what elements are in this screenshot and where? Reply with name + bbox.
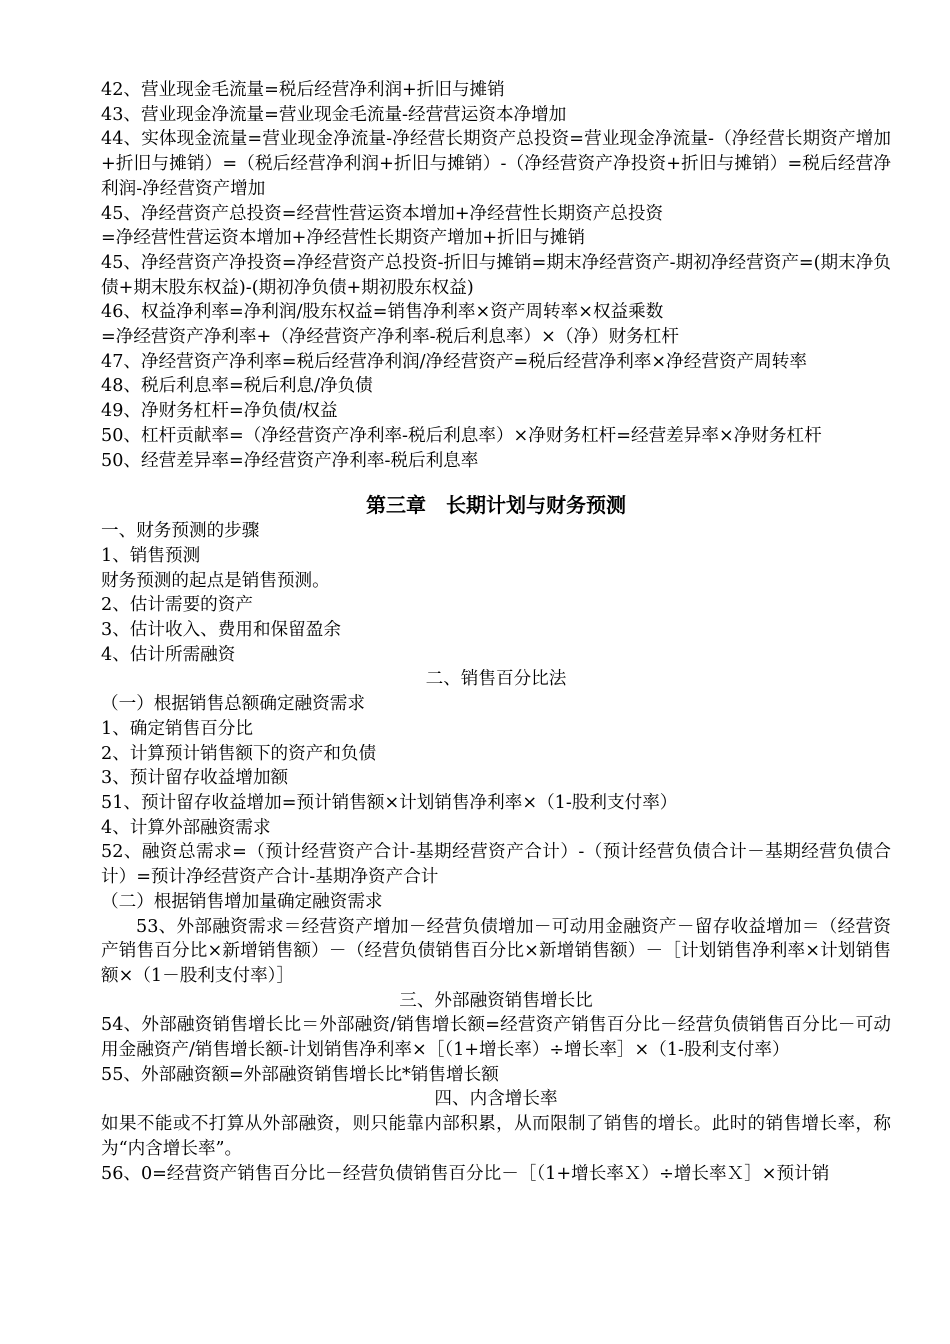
body-text: 财务预测的起点是销售预测。 xyxy=(101,570,330,591)
formula-42: 42、营业现金毛流量=税后经营净利润+折旧与摊销 xyxy=(101,80,505,100)
formula-49: 49、净财务杠杆=净负债/权益 xyxy=(101,401,338,422)
section-heading: 四、内含增长率 xyxy=(434,1089,558,1110)
subsection-heading: （二）根据销售增加量确定融资需求 xyxy=(101,891,383,912)
chapter-title: 第三章 长期计划与财务预测 xyxy=(366,493,626,518)
formula-45b: 45、净经营资产净投资=净经营资产总投资-折旧与摊销=期末净经营资产-期初净经营资产=(期末净负债+期末股东权益)-(期初净负债+期初股东权益) xyxy=(101,252,891,298)
subsection-heading: （一）根据销售总额确定融资需求 xyxy=(101,694,365,715)
step-item: 1、销售预测 xyxy=(101,545,201,566)
formula-48: 48、税后利息率=税后利息/净负债 xyxy=(101,376,373,397)
formula-56: 56、0=经营资产销售百分比－经营负债销售百分比－［（1+增长率Ｘ）÷增长率Ｘ］×预计销 xyxy=(101,1163,830,1184)
formula-47: 47、净经营资产净利率=税后经营净利润/净经营资产=税后经营净利率×净经营资产周转率 xyxy=(101,351,807,372)
formula-52: 52、融资总需求=（预计经营资产合计-基期经营资产合计）-（预计经营负债合计－基期经营负债合计）=预计净经营资产合计-基期净资产合计 xyxy=(101,842,891,888)
step-item: 2、估计需要的资产 xyxy=(101,595,253,616)
formula-46: 46、权益净利率=净利润/股东权益=销售净利率×资产周转率×权益乘数 xyxy=(101,302,664,323)
step-item: 3、预计留存收益增加额 xyxy=(101,768,289,789)
step-item: 1、确定销售百分比 xyxy=(101,718,253,739)
formula-51: 51、预计留存收益增加=预计销售额×计划销售净利率×（1-股利支付率） xyxy=(101,792,678,813)
formula-43: 43、营业现金净流量=营业现金毛流量-经营营运资本净增加 xyxy=(101,104,567,125)
section-heading: 三、外部融资销售增长比 xyxy=(399,990,593,1011)
formula-44: 44、实体现金流量=营业现金净流量-净经营长期资产总投资=营业现金净流量-（净经营长期资产增加+折旧与摊销）=（税后经营净利润+折旧与摊销）-（净经营资产净投资+折旧与摊销）=税后经营净利润-净经营资产增加 xyxy=(101,129,891,199)
formula-50b: 50、经营差异率=净经营资产净利率-税后利息率 xyxy=(101,450,479,471)
formula-50a: 50、杠杆贡献率=（净经营资产净利率-税后利息率）×净财务杠杆=经营差异率×净财务杠杆 xyxy=(101,425,822,446)
formula-45a-cont: =净经营性营运资本增加+净经营性长期资产增加+折旧与摊销 xyxy=(101,228,586,249)
formula-46-cont: =净经营资产净利率+（净经营资产净利率-税后利息率）×（净）财务杠杆 xyxy=(101,327,679,348)
document-body xyxy=(101,78,891,1186)
section-heading: 二、销售百分比法 xyxy=(425,669,567,690)
formula-54: 54、外部融资销售增长比＝外部融资/销售增长额=经营资产销售百分比－经营负债销售百分比－可动用金融资产/销售增长额-计划销售净利率×［（1+增长率）÷增长率］×（1-股利支付率） xyxy=(101,1015,891,1061)
body-text: 如果不能或不打算从外部融资，则只能靠内部积累，从而限制了销售的增长。此时的销售增长率，称为“内含增长率”。 xyxy=(101,1114,891,1159)
step-item: 3、估计收入、费用和保留盈余 xyxy=(101,620,341,641)
step-item: 4、计算外部融资需求 xyxy=(101,817,271,838)
step-item: 2、计算预计销售额下的资产和负债 xyxy=(101,743,377,764)
section-heading: 一、财务预测的步骤 xyxy=(101,521,260,542)
formula-45a: 45、净经营资产总投资=经营性营运资本增加+净经营性长期资产总投资 xyxy=(101,203,664,224)
formula-53: 53、外部融资需求＝经营资产增加－经营负债增加－可动用金融资产－留存收益增加＝（经营资产销售百分比×新增销售额）－（经营负债销售百分比×新增销售额）－［计划销售净利率×计划销售额×（1－股利支付率）］ xyxy=(101,916,891,986)
step-item: 4、估计所需融资 xyxy=(101,644,236,665)
formula-55: 55、外部融资额=外部融资销售增长比*销售增长额 xyxy=(101,1064,499,1085)
